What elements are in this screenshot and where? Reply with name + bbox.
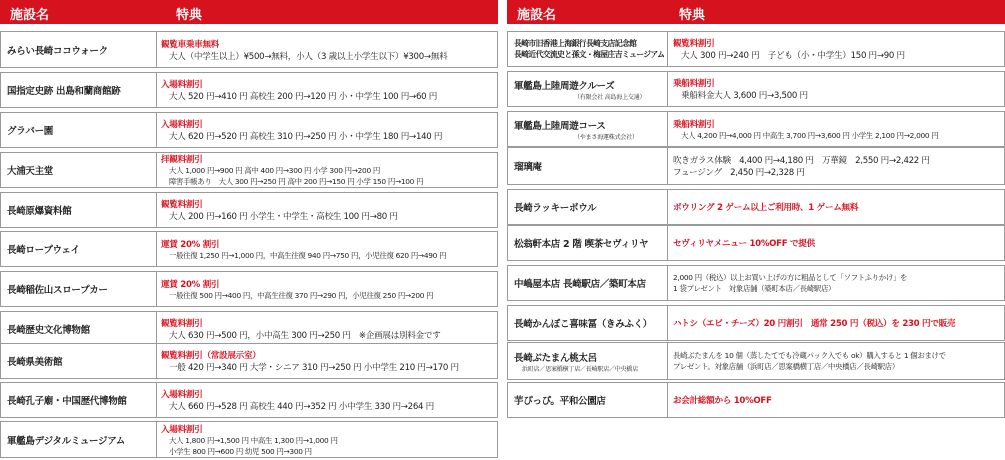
table-row: [507, 147, 1005, 185]
benefit-label: 観覧車乗車無料: [161, 39, 220, 50]
facility-operator: （やまさ海運株式会社）: [574, 133, 638, 141]
benefit-label: 観覧料割引: [161, 200, 203, 210]
benefit-label: 入場料割引: [161, 424, 203, 435]
benefit-label: 乗船料割引: [673, 79, 715, 89]
facility-name: みらい長崎ココウォーク: [1, 32, 157, 67]
benefit-label: 入場料割引: [161, 390, 203, 400]
benefit-detail: 大人 620 円→520 円 高校生 310 円→250 円 小・中学生 180 円→140 円: [169, 132, 443, 142]
facility-name: [508, 72, 668, 106]
table-row: [507, 265, 1005, 301]
table-row: [0, 311, 498, 347]
benefit-label: 入場料割引: [161, 120, 203, 130]
facility-name: 軍艦島デジタルミュージアム: [1, 422, 157, 457]
benefit-label: 観覧料割引（常設展示室）: [161, 351, 261, 361]
facility-name: 大浦天主堂: [1, 153, 157, 187]
facility-name-line: 長崎近代交流史と孫文・梅屋庄吉ミュージアム: [514, 50, 665, 59]
facility-name: 松翁軒本店 2 階 喫茶セヴィリヤ: [508, 226, 668, 260]
facility-name: 長崎稲佐山スロープカー: [1, 272, 157, 306]
benefit-cell: [673, 306, 1002, 340]
benefit-detail: 大人 630 円→500 円，小中高生 300 円→250 円 ※企画展は別料金です: [169, 331, 441, 341]
benefit-detail: 障害手帳あり 大人 300 円→250 円 高中 200 円→150 円 小学 150 円→100 円: [169, 177, 424, 186]
facility-name: 長崎かんぼこ喜味冨（きみふく）: [508, 306, 668, 340]
benefit-cell: [161, 422, 495, 457]
benefit-cell: [161, 383, 495, 417]
benefit-detail: 大人 1,800 円→1,500 円 中高生 1,300 円→1,000 円: [169, 435, 338, 445]
benefit-detail: 乗船料金大人 3,600 円→3,500 円: [681, 91, 808, 101]
benefit-cell: [161, 344, 495, 378]
facility-name: 芋ぴっぴ。平和公園店: [508, 383, 668, 417]
benefit-cell: [161, 272, 495, 306]
table-row: [0, 152, 498, 188]
table-row: [507, 111, 1005, 147]
benefit-cell: [673, 266, 1002, 300]
benefit-cell: [673, 148, 1002, 184]
benefit-detail: 一般 420 円→340 円 大学・シニア 310 円→250 円 小中学生 210 円→170 円: [169, 363, 459, 373]
benefit-highlight: セヴィリヤメニュー 10%OFF で提供: [673, 239, 815, 249]
facility-branches: 浜町店／思案橋横丁店／長崎駅店／中央橋店: [522, 365, 639, 373]
table-row: [0, 382, 498, 418]
benefit-cell: [673, 112, 1002, 146]
facility-name-line: 軍艦島上陸周遊コース: [514, 120, 606, 132]
table-row: [0, 271, 498, 307]
facility-name-line: 長崎市旧香港上海銀行長崎支店記念館: [514, 39, 637, 48]
facility-name: [508, 112, 668, 146]
table-row: [507, 71, 1005, 107]
header-benefit-label: 特典: [176, 8, 203, 23]
benefit-detail: 吹きガラス体験 4,400 円→4,180 円 万華鏡 2,550 円→2,422 円: [673, 156, 930, 166]
benefit-detail: 大人 300 円→240 円 子ども（小・中学生）150 円→90 円: [681, 51, 905, 61]
table-row: [0, 343, 498, 379]
benefit-detail: 大人 4,200 円→4,000 円 中高生 3,700 円→3,600 円 小学生 2,100 円→2,000 円: [681, 130, 939, 140]
benefit-detail: 2,000 円（税込）以上お買い上げの方に粗品として「ソフトふりかけ」を: [673, 273, 908, 282]
benefit-cell: [673, 226, 1002, 260]
table-row: [0, 231, 498, 267]
table-row: [0, 72, 498, 108]
benefit-highlight: ハトシ（エビ・チーズ）20 円割引 通常 250 円（税込）を 230 円で販売: [673, 319, 956, 329]
benefit-detail: 一般往復 1,250 円→1,000 円，中高生往復 940 円→750 円，小児往復 620 円→490 円: [169, 250, 447, 260]
right-table: [507, 0, 1005, 407]
benefit-detail: 大人 1,000 円→900 円 高中 400 円→300 円 小学 300 円→200 円: [169, 166, 380, 175]
facility-name: 長崎県美術館: [1, 344, 157, 378]
benefit-detail: 一般往復 500 円→400 円，中高生往復 370 円→290 円，小児往復 250 円→200 円: [169, 290, 434, 300]
benefit-cell: [161, 153, 495, 187]
facility-name: 長崎ラッキーボウル: [508, 190, 668, 224]
benefit-highlight: お会計総額から 10%OFF: [673, 396, 772, 406]
left-table-header: [0, 0, 498, 24]
benefit-detail: 大人 520 円→410 円 高校生 200 円→120 円 小・中学生 100 円→60 円: [169, 92, 438, 102]
table-row: [507, 305, 1005, 341]
benefit-detail: 長崎ぶたまんを 10 個（蒸したてでも冷蔵パック入でも ok）購入すると 1 個おまけで: [673, 351, 946, 360]
benefit-cell: [673, 383, 1002, 417]
benefit-cell: [673, 32, 1002, 66]
benefit-cell: [161, 193, 495, 227]
left-table: [0, 0, 498, 456]
benefit-detail: プレゼント。対象店舗（浜町店／思案橋横丁店／中央橋店／長崎駅店）: [673, 362, 899, 371]
benefit-cell: [673, 190, 1002, 224]
header-benefit-label: 特典: [679, 8, 706, 23]
facility-name: 長崎歴史文化博物館: [1, 312, 157, 346]
table-row: [507, 225, 1005, 261]
facility-operator: （有限会社 高島海上交通）: [574, 93, 646, 101]
table-row: [0, 112, 498, 148]
benefit-detail: 小学生 800 円→600 円 幼児 500 円→300 円: [169, 446, 312, 456]
benefit-detail: 大人 200 円→160 円 小学生・中学生・高校生 100 円→80 円: [169, 212, 398, 222]
benefit-highlight: ボウリング 2 ゲーム以上ご利用時、1 ゲーム無料: [673, 203, 859, 213]
benefit-label: 運賃 20% 割引: [161, 279, 220, 290]
table-row: [507, 382, 1005, 418]
right-table-header: [507, 0, 1005, 24]
facility-name: 国指定史跡 出島和蘭商館跡: [1, 73, 157, 107]
facility-name: 長崎ロープウェイ: [1, 232, 157, 266]
benefit-cell: [161, 312, 495, 346]
facility-name: 長崎孔子廟・中国歴代博物館: [1, 383, 157, 417]
facility-name: 瑠璃庵: [508, 148, 668, 184]
facility-name-line: 長崎ぶたまん桃太呂: [514, 352, 597, 364]
benefit-label: 拝観料割引: [161, 155, 203, 165]
benefit-label: 観覧料割引: [673, 39, 715, 49]
benefit-cell: [161, 73, 495, 107]
benefit-detail: 大人（中学生以上）¥500→無料，小人（3 歳以上小学生以下）¥300→無料: [169, 51, 448, 62]
table-row: [507, 31, 1005, 67]
facility-name: 長崎原爆資料館: [1, 193, 157, 227]
header-facility-label: 施設名: [10, 8, 50, 23]
benefit-detail: フュージング 2,450 円→2,328 円: [673, 168, 805, 178]
facility-name-line: 軍艦島上陸周遊クルーズ: [514, 80, 615, 92]
benefit-detail: 大人 660 円→528 円 高校生 440 円→352 円 小中学生 330 円→264 円: [169, 402, 434, 412]
benefit-label: 観覧料割引: [161, 319, 203, 329]
benefit-cell: [161, 32, 495, 67]
table-row: [507, 189, 1005, 225]
benefit-cell: [161, 113, 495, 147]
benefit-cell: [161, 232, 495, 266]
table-row: [507, 342, 1005, 380]
facility-name: グラバー園: [1, 113, 157, 147]
facility-name: [508, 32, 668, 66]
benefit-label: 乗船料割引: [673, 119, 715, 130]
benefit-cell: [673, 343, 1002, 379]
benefit-cell: [673, 72, 1002, 106]
facility-name: [508, 343, 668, 379]
table-row: [0, 31, 498, 68]
benefit-label: 運賃 20% 割引: [161, 239, 220, 250]
table-row: [0, 192, 498, 228]
header-facility-label: 施設名: [517, 8, 557, 23]
table-row: [0, 421, 498, 458]
facility-name: 中嶋屋本店 長崎駅店／築町本店: [508, 266, 668, 300]
benefit-label: 入場料割引: [161, 80, 203, 90]
benefit-detail: 1 袋プレゼント 対象店舗（築町本店／長崎駅店）: [673, 284, 836, 293]
